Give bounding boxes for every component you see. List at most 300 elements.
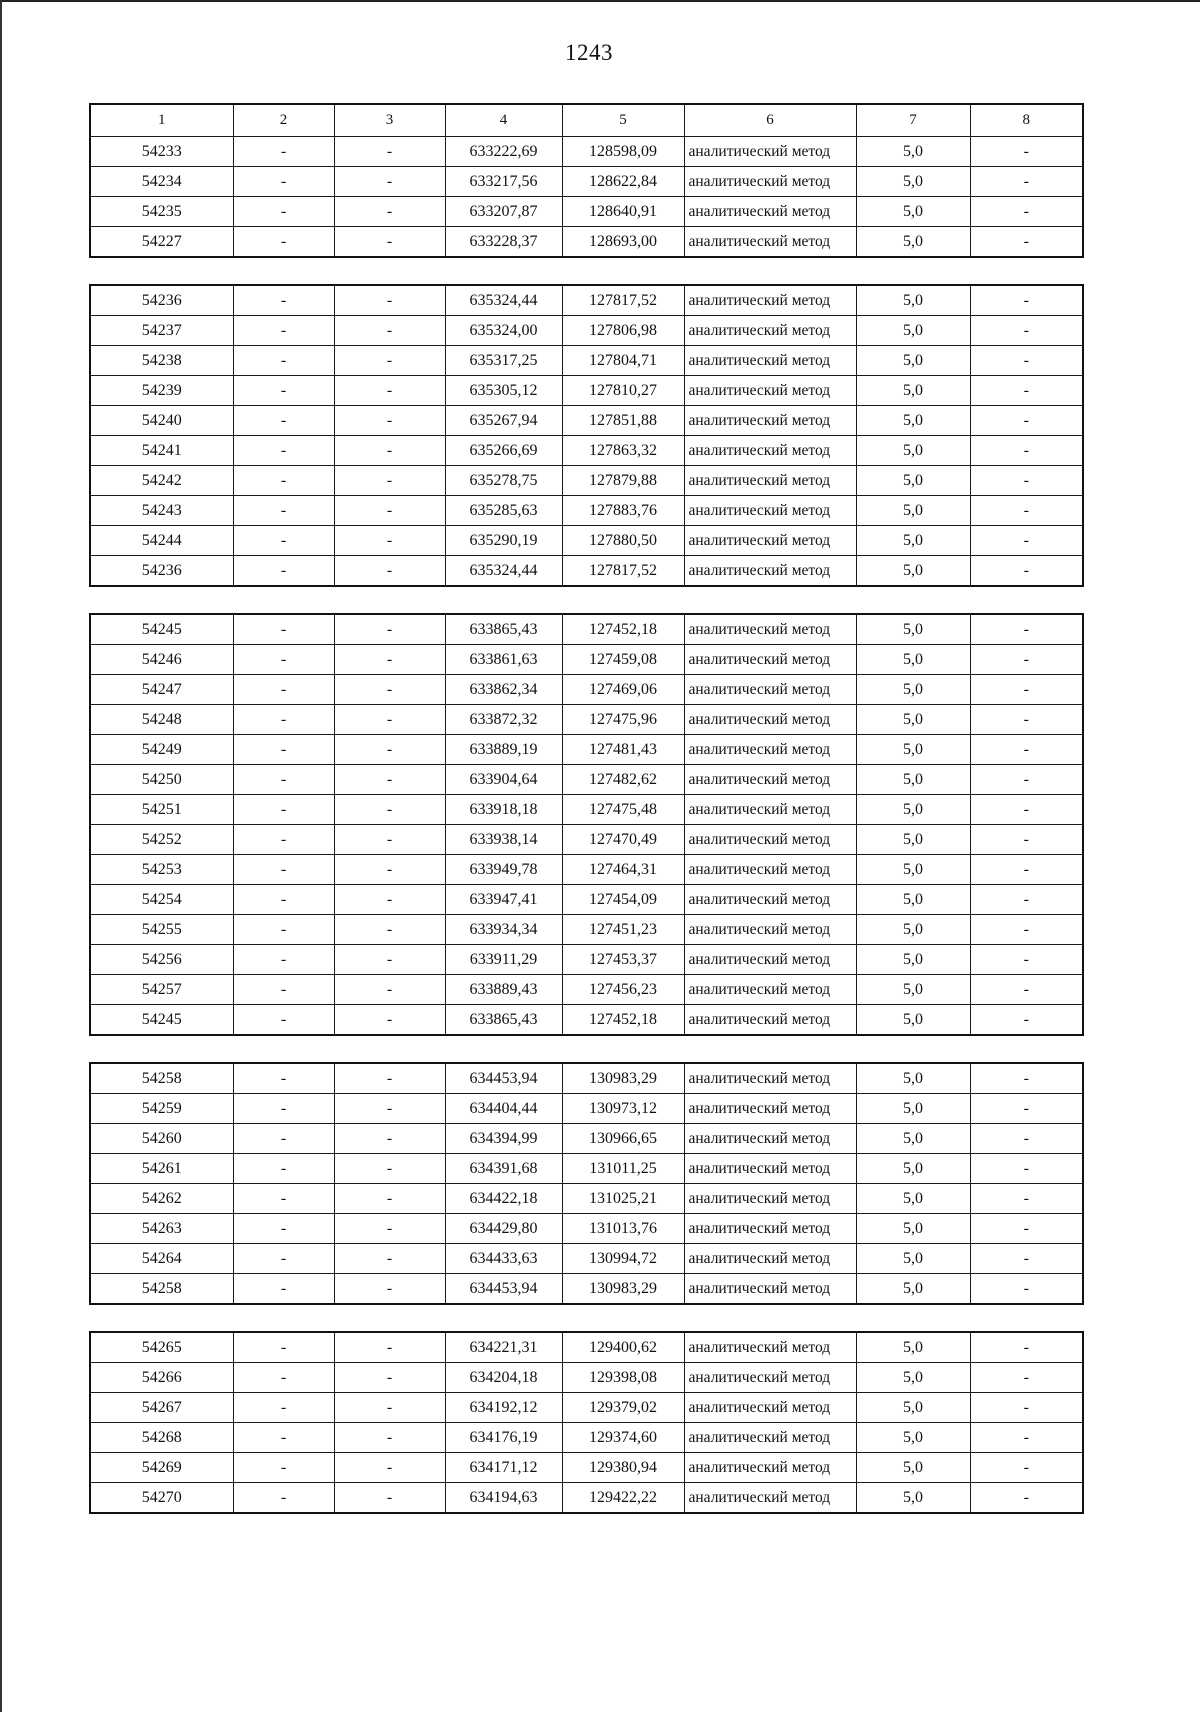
cell-point-number: 54238: [90, 346, 233, 376]
cell-coord-y: 127481,43: [562, 735, 684, 765]
table-row: [90, 645, 1083, 675]
cell-method: аналитический метод: [684, 1483, 856, 1514]
cell-method: аналитический метод: [684, 466, 856, 496]
cell-col-2: -: [233, 705, 334, 735]
cell-col-3: -: [334, 556, 445, 587]
cell-col-3: -: [334, 1363, 445, 1393]
cell-point-number: 54260: [90, 1124, 233, 1154]
cell-coord-x: 635317,25: [445, 346, 562, 376]
cell-col-3: -: [334, 1332, 445, 1363]
cell-col-2: -: [233, 765, 334, 795]
cell-col-3: -: [334, 526, 445, 556]
cell-accuracy: 5,0: [856, 795, 970, 825]
cell-col-2: -: [233, 197, 334, 227]
cell-col-8: -: [970, 1393, 1083, 1423]
cell-col-3: -: [334, 885, 445, 915]
cell-accuracy: 5,0: [856, 1005, 970, 1036]
cell-col-3: -: [334, 227, 445, 258]
cell-point-number: 54269: [90, 1453, 233, 1483]
table-row: [90, 1214, 1083, 1244]
cell-col-2: -: [233, 436, 334, 466]
cell-accuracy: 5,0: [856, 466, 970, 496]
cell-col-3: -: [334, 406, 445, 436]
cell-coord-y: 127451,23: [562, 915, 684, 945]
table-row: [90, 466, 1083, 496]
coordinate-table-3: [89, 613, 1084, 1036]
cell-coord-x: 633207,87: [445, 197, 562, 227]
cell-point-number: 54248: [90, 705, 233, 735]
cell-col-8: -: [970, 346, 1083, 376]
cell-accuracy: 5,0: [856, 735, 970, 765]
cell-accuracy: 5,0: [856, 227, 970, 258]
cell-point-number: 54258: [90, 1063, 233, 1094]
cell-col-8: -: [970, 1094, 1083, 1124]
cell-coord-y: 127810,27: [562, 376, 684, 406]
cell-coord-y: 127817,52: [562, 285, 684, 316]
cell-coord-x: 634453,94: [445, 1274, 562, 1305]
header-cell-7: 7: [856, 104, 970, 137]
cell-method: аналитический метод: [684, 1184, 856, 1214]
cell-col-3: -: [334, 1063, 445, 1094]
cell-accuracy: 5,0: [856, 346, 970, 376]
cell-col-8: -: [970, 137, 1083, 167]
cell-coord-x: 635290,19: [445, 526, 562, 556]
cell-method: аналитический метод: [684, 885, 856, 915]
cell-col-2: -: [233, 885, 334, 915]
table-row: [90, 406, 1083, 436]
cell-coord-y: 131013,76: [562, 1214, 684, 1244]
cell-coord-y: 127452,18: [562, 614, 684, 645]
cell-col-8: -: [970, 705, 1083, 735]
header-cell-5: 5: [562, 104, 684, 137]
cell-coord-x: 633862,34: [445, 675, 562, 705]
cell-point-number: 54242: [90, 466, 233, 496]
cell-col-3: -: [334, 376, 445, 406]
cell-col-3: -: [334, 167, 445, 197]
cell-method: аналитический метод: [684, 436, 856, 466]
cell-col-2: -: [233, 1274, 334, 1305]
cell-col-2: -: [233, 1453, 334, 1483]
cell-method: аналитический метод: [684, 1063, 856, 1094]
cell-accuracy: 5,0: [856, 1423, 970, 1453]
cell-coord-y: 127464,31: [562, 855, 684, 885]
cell-point-number: 54236: [90, 556, 233, 587]
table-row: [90, 915, 1083, 945]
cell-method: аналитический метод: [684, 1274, 856, 1305]
cell-accuracy: 5,0: [856, 1063, 970, 1094]
cell-col-3: -: [334, 855, 445, 885]
table-row: [90, 825, 1083, 855]
cell-accuracy: 5,0: [856, 915, 970, 945]
cell-method: аналитический метод: [684, 705, 856, 735]
cell-accuracy: 5,0: [856, 885, 970, 915]
coordinate-tables: [89, 103, 1082, 1514]
cell-method: аналитический метод: [684, 855, 856, 885]
cell-method: аналитический метод: [684, 825, 856, 855]
cell-col-2: -: [233, 945, 334, 975]
table-row: [90, 705, 1083, 735]
cell-col-8: -: [970, 285, 1083, 316]
cell-point-number: 54234: [90, 167, 233, 197]
cell-col-3: -: [334, 346, 445, 376]
cell-method: аналитический метод: [684, 316, 856, 346]
cell-col-3: -: [334, 197, 445, 227]
cell-coord-x: 635324,44: [445, 285, 562, 316]
cell-col-3: -: [334, 1274, 445, 1305]
header-cell-1: 1: [90, 104, 233, 137]
cell-accuracy: 5,0: [856, 1332, 970, 1363]
cell-accuracy: 5,0: [856, 675, 970, 705]
cell-col-2: -: [233, 915, 334, 945]
cell-col-8: -: [970, 945, 1083, 975]
cell-method: аналитический метод: [684, 1363, 856, 1393]
cell-point-number: 54239: [90, 376, 233, 406]
cell-point-number: 54236: [90, 285, 233, 316]
cell-col-2: -: [233, 466, 334, 496]
header-cell-6: 6: [684, 104, 856, 137]
cell-col-8: -: [970, 436, 1083, 466]
cell-point-number: 54252: [90, 825, 233, 855]
cell-col-3: -: [334, 1244, 445, 1274]
cell-method: аналитический метод: [684, 376, 856, 406]
cell-point-number: 54227: [90, 227, 233, 258]
cell-col-3: -: [334, 1124, 445, 1154]
cell-col-3: -: [334, 675, 445, 705]
cell-col-3: -: [334, 316, 445, 346]
cell-method: аналитический метод: [684, 1332, 856, 1363]
cell-col-2: -: [233, 795, 334, 825]
cell-coord-y: 129398,08: [562, 1363, 684, 1393]
cell-col-3: -: [334, 765, 445, 795]
cell-coord-x: 635278,75: [445, 466, 562, 496]
cell-coord-y: 127456,23: [562, 975, 684, 1005]
cell-point-number: 54264: [90, 1244, 233, 1274]
cell-method: аналитический метод: [684, 1453, 856, 1483]
table-row: [90, 1393, 1083, 1423]
cell-method: аналитический метод: [684, 406, 856, 436]
cell-point-number: 54261: [90, 1154, 233, 1184]
cell-col-3: -: [334, 1393, 445, 1423]
cell-accuracy: 5,0: [856, 1274, 970, 1305]
table-row: [90, 1423, 1083, 1453]
table-row: [90, 1244, 1083, 1274]
cell-accuracy: 5,0: [856, 945, 970, 975]
cell-point-number: 54233: [90, 137, 233, 167]
cell-coord-x: 635305,12: [445, 376, 562, 406]
cell-col-2: -: [233, 1423, 334, 1453]
cell-col-3: -: [334, 1154, 445, 1184]
cell-method: аналитический метод: [684, 1005, 856, 1036]
cell-col-2: -: [233, 1094, 334, 1124]
cell-method: аналитический метод: [684, 765, 856, 795]
cell-col-3: -: [334, 1423, 445, 1453]
cell-col-2: -: [233, 1214, 334, 1244]
cell-coord-x: 634404,44: [445, 1094, 562, 1124]
coordinate-table-2: [89, 284, 1084, 587]
cell-col-2: -: [233, 855, 334, 885]
cell-coord-x: 633889,19: [445, 735, 562, 765]
cell-point-number: 54237: [90, 316, 233, 346]
header-cell-2: 2: [233, 104, 334, 137]
table-row: [90, 227, 1083, 258]
cell-method: аналитический метод: [684, 614, 856, 645]
cell-col-8: -: [970, 496, 1083, 526]
table-row: [90, 675, 1083, 705]
cell-coord-y: 128640,91: [562, 197, 684, 227]
scan-border-left: [0, 0, 2, 1712]
cell-coord-x: 634433,63: [445, 1244, 562, 1274]
cell-point-number: 54250: [90, 765, 233, 795]
table-row: [90, 885, 1083, 915]
cell-accuracy: 5,0: [856, 1124, 970, 1154]
cell-col-3: -: [334, 496, 445, 526]
cell-coord-y: 129379,02: [562, 1393, 684, 1423]
cell-coord-x: 634204,18: [445, 1363, 562, 1393]
cell-col-2: -: [233, 227, 334, 258]
cell-col-8: -: [970, 376, 1083, 406]
cell-point-number: 54246: [90, 645, 233, 675]
cell-col-8: -: [970, 1274, 1083, 1305]
cell-col-3: -: [334, 705, 445, 735]
cell-col-8: -: [970, 855, 1083, 885]
table-row: [90, 1483, 1083, 1514]
cell-coord-y: 129422,22: [562, 1483, 684, 1514]
cell-accuracy: 5,0: [856, 855, 970, 885]
table-row: [90, 285, 1083, 316]
cell-coord-y: 130973,12: [562, 1094, 684, 1124]
cell-point-number: 54251: [90, 795, 233, 825]
cell-coord-x: 633911,29: [445, 945, 562, 975]
cell-method: аналитический метод: [684, 526, 856, 556]
cell-col-8: -: [970, 316, 1083, 346]
cell-coord-x: 634422,18: [445, 1184, 562, 1214]
cell-col-3: -: [334, 436, 445, 466]
cell-col-8: -: [970, 167, 1083, 197]
cell-col-8: -: [970, 614, 1083, 645]
cell-col-8: -: [970, 197, 1083, 227]
cell-point-number: 54254: [90, 885, 233, 915]
cell-coord-x: 633889,43: [445, 975, 562, 1005]
cell-coord-x: 633861,63: [445, 645, 562, 675]
cell-accuracy: 5,0: [856, 376, 970, 406]
cell-method: аналитический метод: [684, 1423, 856, 1453]
cell-col-8: -: [970, 526, 1083, 556]
cell-point-number: 54241: [90, 436, 233, 466]
cell-col-2: -: [233, 1063, 334, 1094]
table-row: [90, 1005, 1083, 1036]
cell-col-2: -: [233, 167, 334, 197]
cell-coord-y: 127880,50: [562, 526, 684, 556]
cell-col-8: -: [970, 975, 1083, 1005]
cell-point-number: 54245: [90, 614, 233, 645]
table-row: [90, 137, 1083, 167]
coordinate-table-4: [89, 1062, 1084, 1305]
cell-point-number: 54266: [90, 1363, 233, 1393]
cell-coord-y: 130994,72: [562, 1244, 684, 1274]
cell-point-number: 54249: [90, 735, 233, 765]
cell-col-8: -: [970, 556, 1083, 587]
cell-col-2: -: [233, 376, 334, 406]
cell-coord-y: 127863,32: [562, 436, 684, 466]
table-row: [90, 197, 1083, 227]
cell-coord-y: 127883,76: [562, 496, 684, 526]
cell-coord-y: 127469,06: [562, 675, 684, 705]
cell-coord-y: 129374,60: [562, 1423, 684, 1453]
cell-col-8: -: [970, 1184, 1083, 1214]
cell-col-2: -: [233, 1184, 334, 1214]
cell-coord-y: 128598,09: [562, 137, 684, 167]
cell-coord-y: 127806,98: [562, 316, 684, 346]
cell-coord-x: 633872,32: [445, 705, 562, 735]
cell-coord-x: 634171,12: [445, 1453, 562, 1483]
cell-col-2: -: [233, 285, 334, 316]
cell-coord-x: 633865,43: [445, 1005, 562, 1036]
cell-coord-y: 130983,29: [562, 1274, 684, 1305]
cell-coord-x: 633947,41: [445, 885, 562, 915]
cell-col-3: -: [334, 1005, 445, 1036]
cell-col-8: -: [970, 1363, 1083, 1393]
cell-col-3: -: [334, 1483, 445, 1514]
cell-col-2: -: [233, 526, 334, 556]
table-row: [90, 1063, 1083, 1094]
cell-col-8: -: [970, 825, 1083, 855]
cell-coord-x: 633904,64: [445, 765, 562, 795]
cell-accuracy: 5,0: [856, 137, 970, 167]
cell-accuracy: 5,0: [856, 197, 970, 227]
cell-method: аналитический метод: [684, 675, 856, 705]
cell-accuracy: 5,0: [856, 1453, 970, 1483]
table-row: [90, 556, 1083, 587]
cell-point-number: 54265: [90, 1332, 233, 1363]
cell-accuracy: 5,0: [856, 645, 970, 675]
cell-coord-x: 635285,63: [445, 496, 562, 526]
cell-point-number: 54256: [90, 945, 233, 975]
cell-point-number: 54245: [90, 1005, 233, 1036]
cell-col-8: -: [970, 1005, 1083, 1036]
cell-col-8: -: [970, 645, 1083, 675]
cell-accuracy: 5,0: [856, 1393, 970, 1423]
cell-col-2: -: [233, 556, 334, 587]
cell-coord-y: 127851,88: [562, 406, 684, 436]
cell-coord-y: 127475,96: [562, 705, 684, 735]
cell-coord-y: 128622,84: [562, 167, 684, 197]
cell-col-3: -: [334, 945, 445, 975]
cell-accuracy: 5,0: [856, 765, 970, 795]
cell-point-number: 54263: [90, 1214, 233, 1244]
cell-method: аналитический метод: [684, 137, 856, 167]
cell-col-3: -: [334, 285, 445, 316]
cell-method: аналитический метод: [684, 1154, 856, 1184]
cell-coord-x: 634453,94: [445, 1063, 562, 1094]
cell-point-number: 54267: [90, 1393, 233, 1423]
cell-accuracy: 5,0: [856, 1154, 970, 1184]
table-row: [90, 316, 1083, 346]
cell-col-2: -: [233, 735, 334, 765]
cell-col-3: -: [334, 915, 445, 945]
cell-col-8: -: [970, 1244, 1083, 1274]
cell-coord-x: 633228,37: [445, 227, 562, 258]
cell-coord-y: 127475,48: [562, 795, 684, 825]
cell-coord-y: 127482,62: [562, 765, 684, 795]
table-row: [90, 1184, 1083, 1214]
cell-accuracy: 5,0: [856, 167, 970, 197]
cell-col-2: -: [233, 1332, 334, 1363]
cell-coord-x: 633217,56: [445, 167, 562, 197]
cell-col-3: -: [334, 137, 445, 167]
cell-col-8: -: [970, 406, 1083, 436]
cell-col-2: -: [233, 316, 334, 346]
cell-method: аналитический метод: [684, 1244, 856, 1274]
cell-accuracy: 5,0: [856, 1363, 970, 1393]
cell-col-8: -: [970, 1063, 1083, 1094]
cell-accuracy: 5,0: [856, 825, 970, 855]
cell-coord-x: 635266,69: [445, 436, 562, 466]
cell-coord-x: 635267,94: [445, 406, 562, 436]
cell-point-number: 54257: [90, 975, 233, 1005]
cell-accuracy: 5,0: [856, 705, 970, 735]
cell-coord-x: 633949,78: [445, 855, 562, 885]
cell-method: аналитический метод: [684, 975, 856, 1005]
cell-col-8: -: [970, 1214, 1083, 1244]
table-row: [90, 346, 1083, 376]
cell-accuracy: 5,0: [856, 975, 970, 1005]
cell-method: аналитический метод: [684, 346, 856, 376]
cell-col-8: -: [970, 1423, 1083, 1453]
cell-coord-y: 127879,88: [562, 466, 684, 496]
table-row: [90, 1154, 1083, 1184]
cell-accuracy: 5,0: [856, 285, 970, 316]
cell-col-2: -: [233, 1393, 334, 1423]
cell-accuracy: 5,0: [856, 436, 970, 466]
cell-col-8: -: [970, 885, 1083, 915]
cell-col-3: -: [334, 975, 445, 1005]
cell-col-2: -: [233, 1124, 334, 1154]
cell-col-3: -: [334, 645, 445, 675]
cell-col-3: -: [334, 735, 445, 765]
coordinate-table-1: [89, 103, 1084, 258]
cell-accuracy: 5,0: [856, 1184, 970, 1214]
cell-col-2: -: [233, 496, 334, 526]
cell-accuracy: 5,0: [856, 1244, 970, 1274]
header-cell-3: 3: [334, 104, 445, 137]
cell-coord-y: 127817,52: [562, 556, 684, 587]
cell-col-2: -: [233, 1154, 334, 1184]
page-number: 1243: [565, 40, 613, 65]
table-row: [90, 614, 1083, 645]
cell-method: аналитический метод: [684, 227, 856, 258]
cell-coord-x: 634221,31: [445, 1332, 562, 1363]
coordinate-table-5: [89, 1331, 1084, 1514]
table-row: [90, 376, 1083, 406]
cell-col-3: -: [334, 1094, 445, 1124]
cell-point-number: 54235: [90, 197, 233, 227]
cell-col-2: -: [233, 406, 334, 436]
cell-col-8: -: [970, 795, 1083, 825]
cell-col-2: -: [233, 614, 334, 645]
cell-method: аналитический метод: [684, 1214, 856, 1244]
cell-point-number: 54259: [90, 1094, 233, 1124]
table-row: [90, 1274, 1083, 1305]
cell-col-3: -: [334, 825, 445, 855]
cell-col-8: -: [970, 915, 1083, 945]
cell-coord-x: 634194,63: [445, 1483, 562, 1514]
cell-accuracy: 5,0: [856, 1483, 970, 1514]
cell-point-number: 54268: [90, 1423, 233, 1453]
cell-col-8: -: [970, 765, 1083, 795]
cell-method: аналитический метод: [684, 1393, 856, 1423]
table-row: [90, 735, 1083, 765]
cell-col-3: -: [334, 1184, 445, 1214]
